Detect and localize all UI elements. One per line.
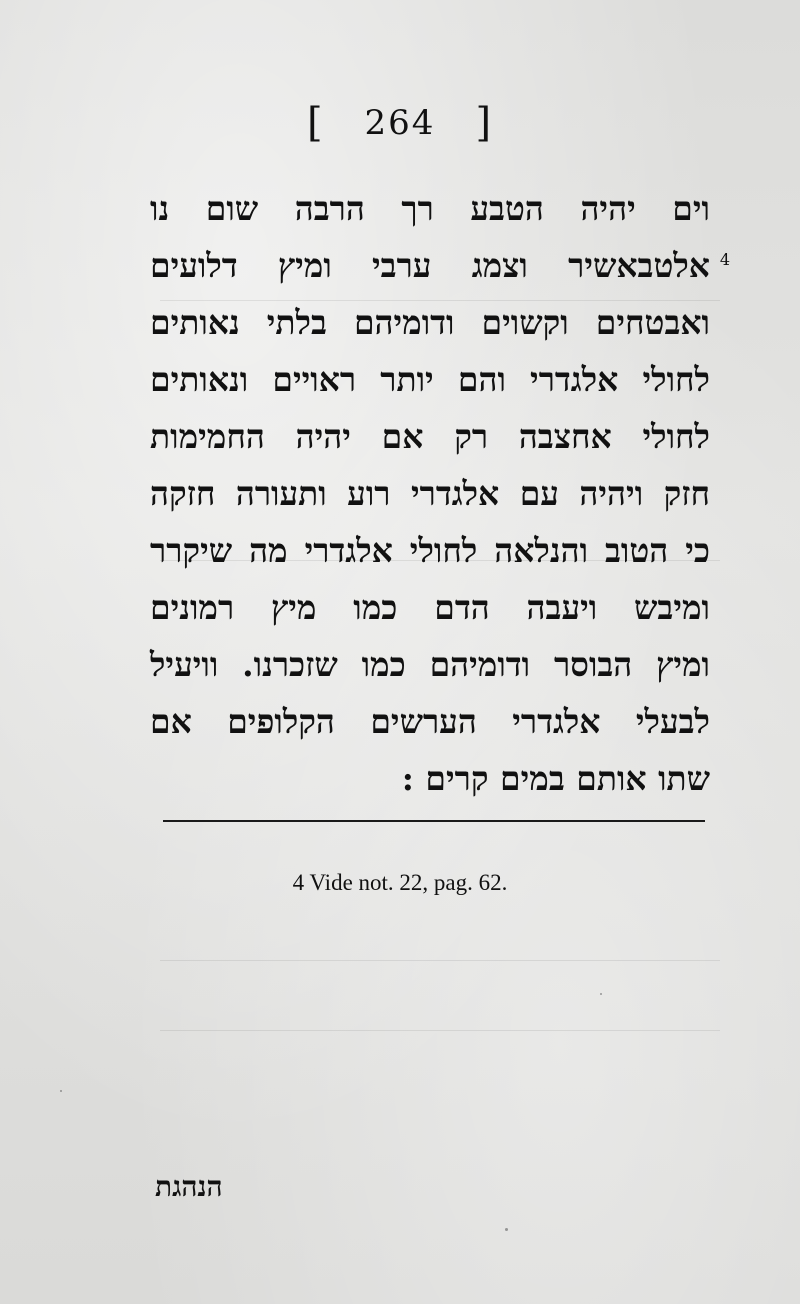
text-line: ומיץ הבוסר ודומיהם כמו שזכרנו. וויעיל (150, 645, 710, 684)
text-line: לחולי אלגדרי והם יותר ראויים ונאותים (150, 360, 710, 399)
footnote-divider (163, 820, 705, 822)
text-line-content: אלטבאשיר וצמג ערבי ומיץ דלועים (150, 246, 710, 285)
bleed-through-line (160, 960, 720, 961)
paper-speck (600, 993, 602, 995)
page-number: 264 (364, 103, 436, 143)
text-line: ואבטחים וקשוים ודומיהם בלתי נאותים (150, 303, 710, 342)
footnote-marker: 4 (719, 250, 730, 269)
catchword: הנהגת (155, 1170, 223, 1203)
text-line: חזק ויהיה עם אלגדרי רוע ותעורה חזקה (150, 474, 710, 513)
text-line (150, 237, 730, 294)
text-line: לבעלי אלגדרי הערשים הקלופים אם (150, 702, 710, 741)
text-line: לחולי אחצבה רק אם יהיה החמימות (150, 417, 710, 456)
footnote-text: 4 Vide not. 22, pag. 62. (292, 870, 508, 895)
hebrew-body-text (150, 180, 730, 807)
paper-speck (505, 1228, 508, 1231)
paper-speck (60, 1090, 62, 1092)
page-header (0, 100, 800, 146)
text-line: וים יהיה הטבע רך הרבה שום נו (150, 189, 710, 228)
bleed-through-line (160, 1030, 720, 1031)
text-line: כי הטוב והנלאה לחולי אלגדרי מה שיקרר (150, 531, 710, 570)
text-line: ומיבש ויעבה הדם כמו מיץ רמונים (150, 588, 710, 627)
open-bracket: [ (306, 100, 325, 146)
close-bracket: ] (475, 100, 494, 146)
text-line: שתו אותם במים קרים : (401, 759, 710, 798)
